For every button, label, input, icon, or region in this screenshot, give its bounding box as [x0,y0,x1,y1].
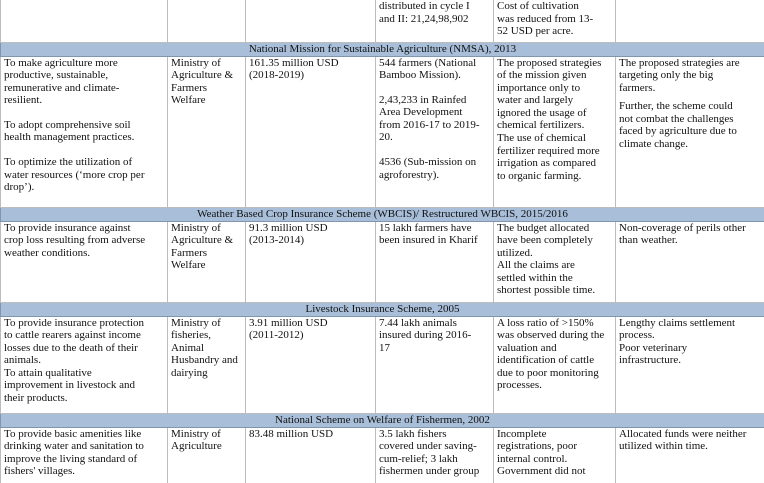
challenge-text: The proposed strategies are targeting only the big farmers. [619,56,740,94]
challenge-text: Lengthy claims settlement process. Poor veterinary infrastructure. [619,316,736,367]
objectives-cell [1,427,168,483]
coverage-text: 3.5 lakh fishers covered under saving- cum-relief; 3 lakh fishermen under group [379,427,480,478]
challenges-cell [616,0,764,42]
budget-text: 3.91 million USD (2011-2012) [249,316,328,342]
section-header-row [1,207,764,221]
objective-text: To provide insurance protection to cattle rearers against income losses due to the death of their animals. To attain qualitative improvement in livestock and their products. [4,316,145,405]
outcome-text: A loss ratio of >150% was observed during the valuation and identification of cattle due to poor monitoring processes. [497,316,605,392]
ministry-cell [168,427,246,483]
coverage-text: 7.44 lakh animals insured during 2016- 17 [379,316,472,354]
outcomes-cell [494,316,616,413]
section-title: National Scheme on Welfare of Fishermen, 2002 [1,413,764,427]
table-row [1,427,764,483]
outcomes-cell [494,56,616,207]
ministry-text: Ministry of Agriculture & Farmers Welfare [171,56,234,107]
budget-cell [246,427,376,483]
table-row [1,316,764,413]
coverage-text: 2,43,233 in Rainfed Area Development from 2016-17 to 2019- 20. [379,93,480,144]
challenge-text: Non-coverage of perils other than weather. [619,221,746,247]
budget-text: 83.48 million USD [249,427,334,440]
section-header-row [1,302,764,316]
budget-cell [246,316,376,413]
outcome-text: The budget allocated have been completely utilized. All the claims are settled within the shortest possible time. [497,221,596,297]
coverage-cell [376,221,494,302]
coverage-text: 544 farmers (National Bamboo Mission). [379,56,477,82]
objectives-cell [1,316,168,413]
ministry-cell [168,56,246,207]
ministry-text: Ministry of fisheries, Animal Husbandry and dairying [171,316,238,379]
objective-text: To make agriculture more productive, sustainable, remunerative and climate- resilient. [4,56,120,107]
coverage-text: distributed in cycle I and II: 21,24,98,902 [379,0,470,25]
budget-cell [246,56,376,207]
section-title: Livestock Insurance Scheme, 2005 [1,302,764,316]
ministry-cell [168,0,246,42]
budget-text: 161.35 million USD (2018-2019) [249,56,339,82]
outcomes-cell [494,221,616,302]
objective-text: To provide insurance against crop loss resulting from adverse weather conditions. [4,221,146,259]
coverage-text: 15 lakh farmers have been insured in Kharif [379,221,478,247]
coverage-text: 4536 (Sub-mission on agroforestry). [379,156,477,181]
challenge-text: Further, the scheme could not combat the challenges faced by agriculture due to climate change. [619,100,737,151]
section-header-row [1,42,764,56]
table-row [1,0,764,42]
coverage-cell [376,56,494,207]
challenges-cell [616,221,764,302]
objective-text: To optimize the utilization of water resources (‘more crop per drop’). [4,156,145,194]
outcome-text: Incomplete registrations, poor internal control. Government did not [497,427,586,478]
ministry-text: Ministry of Agriculture [171,427,222,453]
coverage-cell [376,427,494,483]
ministry-cell [168,221,246,302]
budget-cell [246,0,376,42]
outcomes-cell [494,427,616,483]
section-title: National Mission for Sustainable Agriculture (NMSA), 2013 [1,42,764,56]
objective-text: To provide basic amenities like drinking water and sanitation to improve the living standard of fishers' villages. [4,427,144,478]
objectives-cell [1,0,168,42]
objectives-cell [1,221,168,302]
challenges-cell [616,316,764,413]
ministry-text: Ministry of Agriculture & Farmers Welfare [171,221,234,272]
budget-text: 91.3 million USD (2013-2014) [249,221,328,247]
challenge-text: Allocated funds were neither utilized within time. [619,427,747,453]
coverage-cell [376,0,494,42]
challenges-cell [616,427,764,483]
objective-text: To adopt comprehensive soil health management practices. [4,118,135,144]
table-row [1,56,764,207]
section-header-row [1,413,764,427]
section-title: Weather Based Crop Insurance Scheme (WBCIS)/ Restructured WBCIS, 2015/2016 [1,207,764,221]
outcomes-text: Cost of cultivation was reduced from 13- 52 USD per acre. [497,0,594,38]
budget-cell [246,221,376,302]
objectives-cell [1,56,168,207]
outcomes-cell [494,0,616,42]
challenges-cell [616,56,764,207]
ministry-cell [168,316,246,413]
table-row [1,221,764,302]
coverage-cell [376,316,494,413]
outcome-text: The proposed strategies of the mission given importance only to water and largely ignored the usage of chemical fertilizers. The use of chemical fertilizer required more irrigation as compared to organic farming. [497,56,602,182]
